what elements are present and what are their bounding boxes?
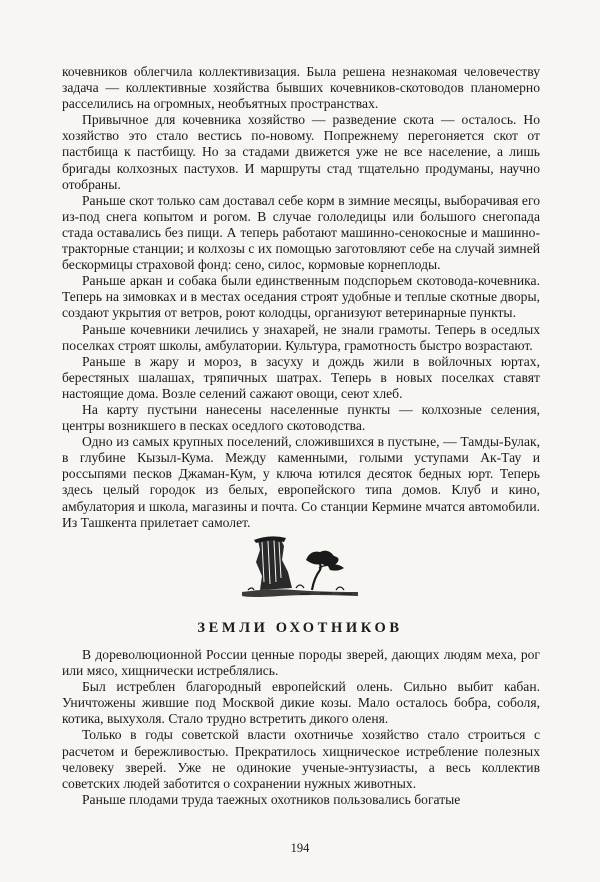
desert-cliff-illustration [240,532,360,600]
upper-text-block [62,64,540,531]
lower-text-block [62,647,540,808]
paragraph: Только в годы советской власти охотничье хозяйство стало строиться с расчетом и бережливостью. Прекратилось хищническое истребление полезных человеку зверей. Уже не одинокие ученые-энтузиасты, а весь коллектив советских людей заботится о сохранении нужных животных. [62,727,540,791]
paragraph: Одно из самых крупных поселений, сложившихся в пустыне, — Тамды-Булак, в глубине Кызыл-Кума. Между каменными, голыми уступами Ак-Тау и россыпями песков Джаман-Кум, у ключа ютился десяток бедных юрт. Теперь здесь целый городок из белых, европейского типа домов. Клуб и кино, амбулатория и школа, магазины и почта. Со станции Кермине мчатся автомобили. Из Ташкента прилетает самолет. [62,434,540,530]
section-title: ЗЕМЛИ ОХОТНИКОВ [197,620,403,636]
paragraph: В дореволюционной России ценные породы зверей, дающих людям меха, рог или мясо, хищнически истреблялись. [62,647,540,679]
paragraph: Раньше кочевники лечились у знахарей, не знали грамоты. Теперь в оседлых поселках строят школы, амбулатории. Культура, грамотность быстро возрастают. [62,321,540,353]
paragraph: Был истреблен благородный европейский олень. Сильно выбит кабан. Уничтожены жившие под Москвой дикие козы. Мало осталось бобра, соболя, котика, выхухоля. Стало трудно встретить дикого оленя. [62,679,540,727]
paragraph: Раньше аркан и собака были единственным подспорьем скотовода-кочевника. Теперь на зимовках и в местах оседания строят удобные и теплые скотные дворы, создают укрытия от ветров, роют колодцы, организуют ветеринарные пункты. [62,273,540,321]
paragraph: Раньше скот только сам доставал себе корм в зимние месяцы, выборачивая его из-под снега копытом и рогом. В случае гололедицы или большого снегопада стада оставались без пищи. А теперь работают машинно-сенокосные и машинно-тракторные станции; и колхозы с их помощью заготовляют себе на случай зимней бескормицы страховой фонд: сено, силос, кормовые корнеплоды. [62,192,540,273]
paragraph: кочевников облегчила коллективизация. Была решена незнакомая человечеству задача — коллективные хозяйства бывших кочевников-скотоводов планомерно расселились на огромных, необъятных пространствах. [62,64,540,112]
paragraph: Раньше в жару и мороз, в засуху и дождь жили в войлочных юртах, берестяных шалашах, тряпичных шатрах. Теперь в новых поселках ставят настоящие дома. Возле селений сажают овощи, сеют хлеб. [62,353,540,401]
page-number: 194 [290,841,310,855]
paragraph: На карту пустыни нанесены населенные пункты — колхозные селения, центры возникшего в песках оседлого скотоводства. [62,401,540,434]
paragraph: Привычное для кочевника хозяйство — разведение скота — осталось. Но хозяйство это стало вестись по-новому. Попрежнему перегоняется скот от пастбища к пастбищу. Но за стадами движется уже не все население, а лишь бригады колхозных пастухов. И маршруты стад тщательно продуманы, научно отобраны. [62,112,540,192]
paragraph: Раньше плодами труда таежных охотников пользовались богатые [82,791,461,807]
